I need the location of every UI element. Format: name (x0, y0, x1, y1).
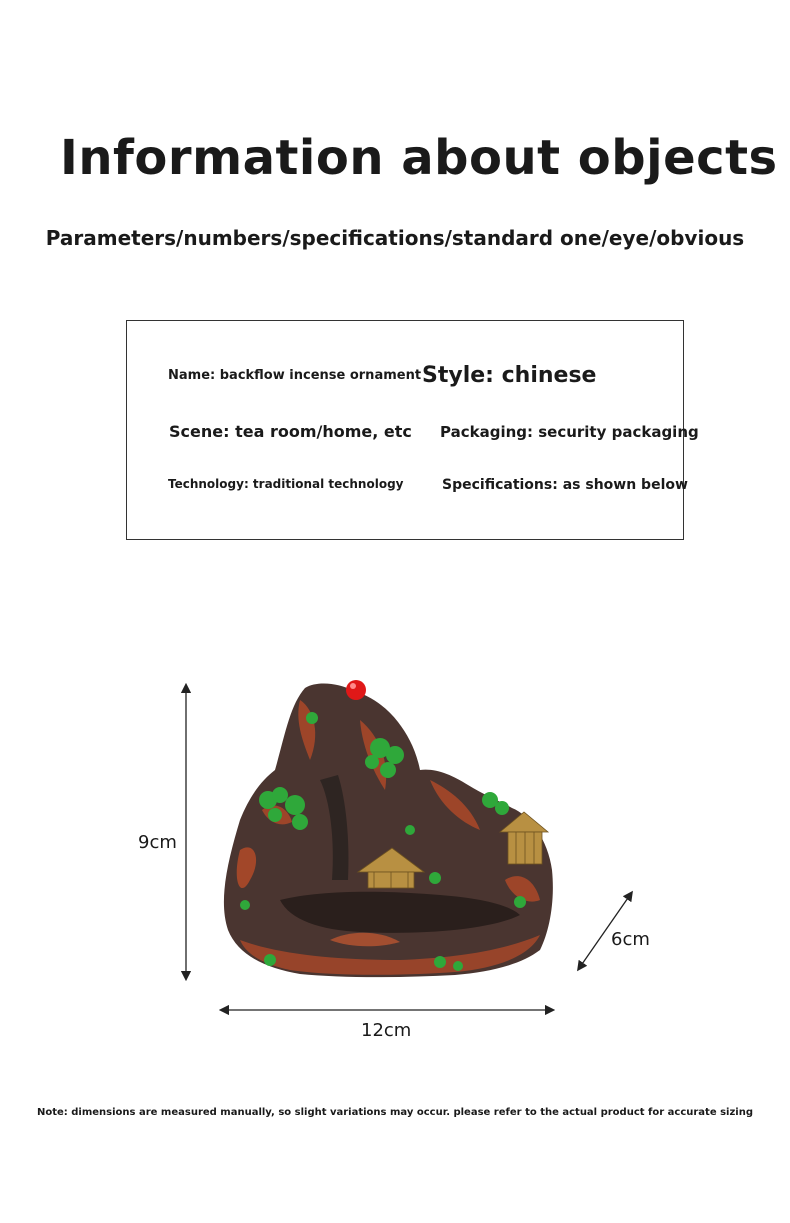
info-style: Style: chinese (422, 363, 597, 388)
note-text: Note: dimensions are measured manually, so slight variations may occur. please refer to the actual product for accurate sizing (36, 1107, 754, 1118)
info-packaging: Packaging: security packaging (440, 423, 699, 441)
width-label: 12cm (361, 1020, 412, 1041)
page-subtitle: Parameters/numbers/specifications/standard one/eye/obvious (45, 226, 745, 250)
info-specifications: Specifications: as shown below (442, 477, 688, 493)
height-label: 9cm (138, 832, 177, 853)
depth-label: 6cm (611, 929, 650, 950)
info-name: Name: backflow incense ornament (168, 368, 422, 383)
info-technology: Technology: traditional technology (168, 477, 404, 491)
page-title: Information about objects (60, 130, 778, 186)
incense-burner (224, 680, 553, 977)
info-scene: Scene: tea room/home, etc (169, 422, 412, 441)
